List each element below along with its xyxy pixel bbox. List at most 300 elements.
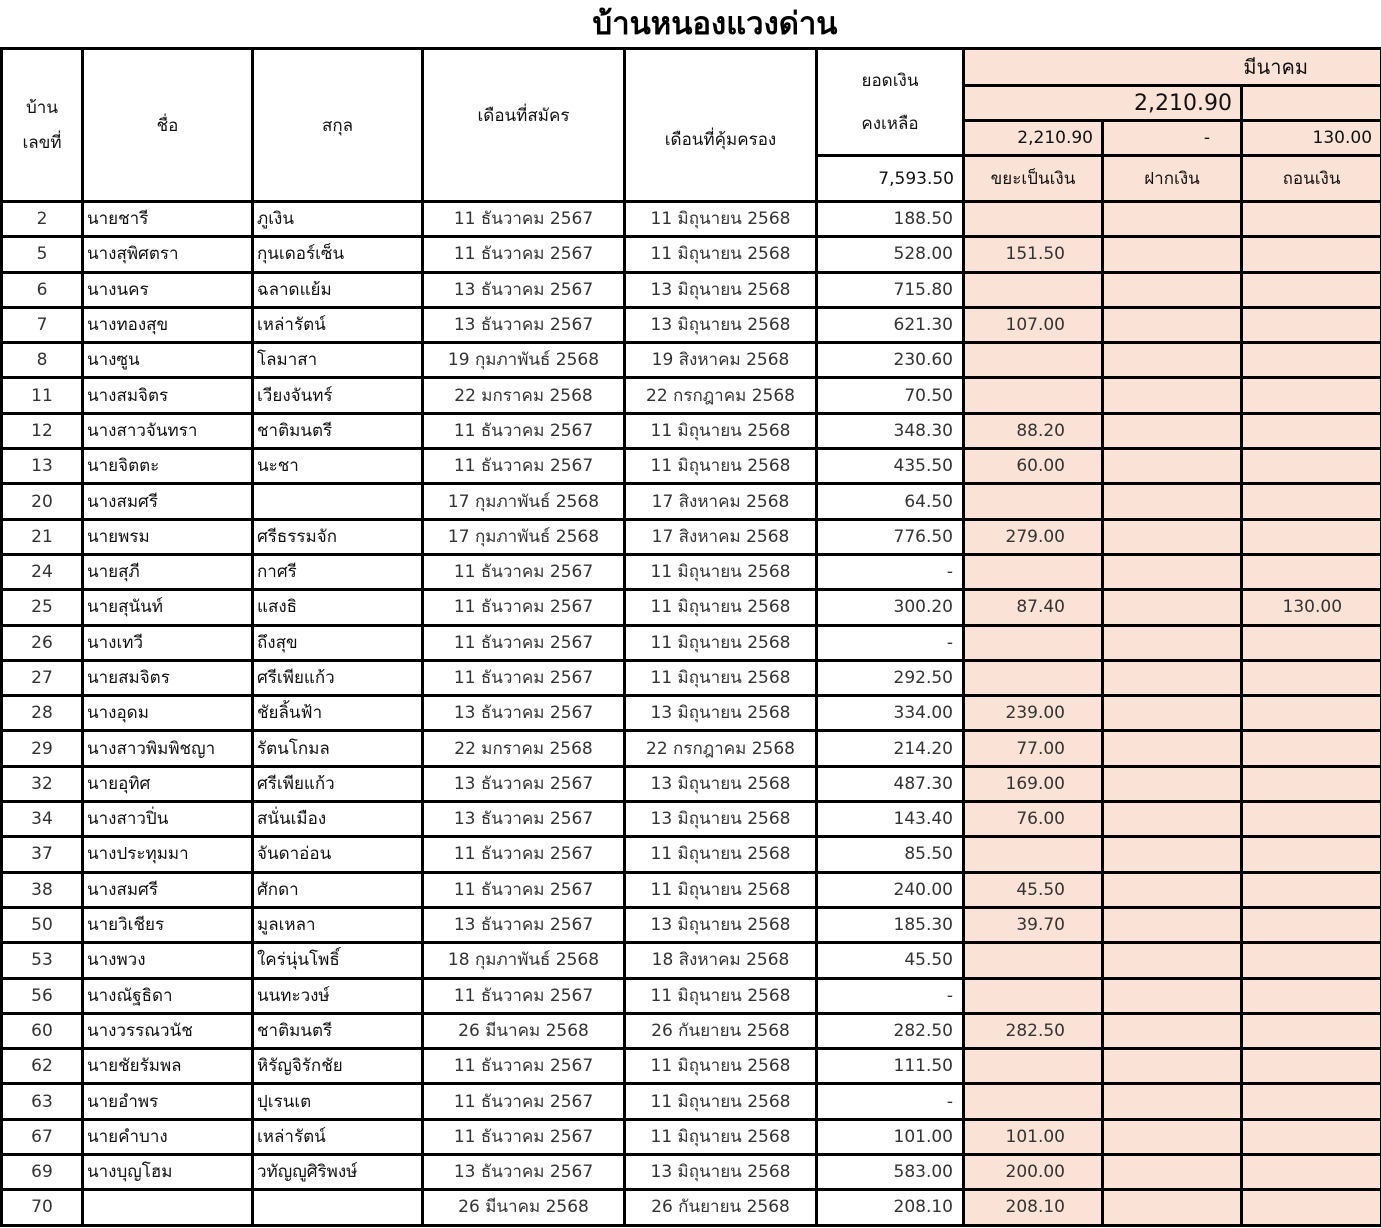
cell-withdraw[interactable] — [1242, 378, 1381, 413]
cell-house-no[interactable]: 25 — [2, 590, 83, 625]
cell-waste-value[interactable]: 151.50 — [964, 237, 1103, 272]
cell-waste-value[interactable]: 88.20 — [964, 413, 1103, 448]
cell-deposit[interactable] — [1103, 1084, 1242, 1119]
cell-surname[interactable]: ศรีธรรมจัก — [253, 519, 423, 554]
table-row — [2, 837, 1381, 872]
table-row — [2, 1084, 1381, 1119]
cell-waste-value[interactable] — [964, 1084, 1103, 1119]
cell-house-no[interactable]: 27 — [2, 660, 83, 695]
cell-house-no[interactable]: 26 — [2, 625, 83, 660]
cell-apply-month[interactable]: 26 มีนาคม 2568 — [423, 1013, 625, 1048]
cell-name[interactable]: นายสมจิตร — [83, 660, 253, 695]
cell-coverage-month[interactable]: 11 มิถุนายน 2568 — [625, 554, 817, 589]
cell-withdraw[interactable] — [1242, 307, 1381, 342]
cell-surname[interactable]: โลมาสา — [253, 343, 423, 378]
cell-name[interactable]: นายจิตตะ — [83, 449, 253, 484]
cell-coverage-month[interactable]: 13 มิถุนายน 2568 — [625, 272, 817, 307]
table-row — [2, 625, 1381, 660]
cell-waste-value[interactable]: 45.50 — [964, 872, 1103, 907]
table-row — [2, 590, 1381, 625]
cell-waste-value[interactable] — [964, 978, 1103, 1013]
cell-coverage-month[interactable]: 26 กันยายน 2568 — [625, 1013, 817, 1048]
table-row — [2, 731, 1381, 766]
cell-house-no[interactable]: 20 — [2, 484, 83, 519]
cell-house-no[interactable]: 50 — [2, 907, 83, 942]
cell-house-no[interactable]: 38 — [2, 872, 83, 907]
cell-name[interactable]: นายชารี — [83, 202, 253, 237]
cell-waste-value[interactable] — [964, 1049, 1103, 1084]
cell-name[interactable]: นางซูน — [83, 343, 253, 378]
table-row — [2, 696, 1381, 731]
cell-surname[interactable]: ถึงสุข — [253, 625, 423, 660]
cell-surname[interactable] — [253, 1190, 423, 1225]
cell-apply-month[interactable]: 11 ธันวาคม 2567 — [423, 837, 625, 872]
cell-coverage-month[interactable]: 11 มิถุนายน 2568 — [625, 625, 817, 660]
header-apply-month: เดือนที่สมัคร — [423, 49, 625, 202]
cell-name[interactable] — [83, 1190, 253, 1225]
cell-waste-value[interactable] — [964, 554, 1103, 589]
cell-coverage-month[interactable]: 13 มิถุนายน 2568 — [625, 802, 817, 837]
cell-balance[interactable]: - — [817, 625, 964, 660]
cell-withdraw[interactable] — [1242, 872, 1381, 907]
cell-deposit[interactable] — [1103, 237, 1242, 272]
table-row — [2, 413, 1381, 448]
cell-balance[interactable]: 435.50 — [817, 449, 964, 484]
cell-surname[interactable]: รัตนโกมล — [253, 731, 423, 766]
cell-withdraw[interactable] — [1242, 343, 1381, 378]
cell-balance[interactable]: 64.50 — [817, 484, 964, 519]
cell-apply-month[interactable]: 26 มีนาคม 2568 — [423, 1190, 625, 1225]
cell-deposit[interactable] — [1103, 696, 1242, 731]
cell-coverage-month[interactable]: 19 สิงหาคม 2568 — [625, 343, 817, 378]
cell-waste-value[interactable]: 77.00 — [964, 731, 1103, 766]
cell-house-no[interactable]: 7 — [2, 307, 83, 342]
cell-deposit[interactable] — [1103, 907, 1242, 942]
cell-coverage-month[interactable]: 11 มิถุนายน 2568 — [625, 237, 817, 272]
cell-withdraw[interactable] — [1242, 907, 1381, 942]
cell-deposit[interactable] — [1103, 272, 1242, 307]
cell-deposit[interactable] — [1103, 731, 1242, 766]
header-month-total-right — [1242, 86, 1381, 121]
cell-house-no[interactable]: 11 — [2, 378, 83, 413]
cell-coverage-month[interactable]: 11 มิถุนายน 2568 — [625, 202, 817, 237]
cell-deposit[interactable] — [1103, 343, 1242, 378]
table-row — [2, 660, 1381, 695]
cell-coverage-month[interactable]: 11 มิถุนายน 2568 — [625, 1084, 817, 1119]
table-row — [2, 1155, 1381, 1190]
cell-apply-month[interactable]: 13 ธันวาคม 2567 — [423, 802, 625, 837]
cell-deposit[interactable] — [1103, 202, 1242, 237]
cell-apply-month[interactable]: 19 กุมภาพันธ์ 2568 — [423, 343, 625, 378]
cell-coverage-month[interactable]: 13 มิถุนายน 2568 — [625, 1155, 817, 1190]
cell-balance[interactable]: 292.50 — [817, 660, 964, 695]
cell-apply-month[interactable]: 11 ธันวาคม 2567 — [423, 978, 625, 1013]
cell-name[interactable]: นายวิเชียร — [83, 907, 253, 942]
cell-withdraw[interactable] — [1242, 978, 1381, 1013]
cell-apply-month[interactable]: 11 ธันวาคม 2567 — [423, 449, 625, 484]
cell-name[interactable]: นางอุดม — [83, 696, 253, 731]
table-row — [2, 1013, 1381, 1048]
cell-balance[interactable]: 143.40 — [817, 802, 964, 837]
cell-withdraw[interactable] — [1242, 1049, 1381, 1084]
cell-coverage-month[interactable]: 26 กันยายน 2568 — [625, 1190, 817, 1225]
cell-surname[interactable]: สนั่นเมือง — [253, 802, 423, 837]
cell-apply-month[interactable]: 13 ธันวาคม 2567 — [423, 696, 625, 731]
cell-balance[interactable]: 188.50 — [817, 202, 964, 237]
cell-deposit[interactable] — [1103, 307, 1242, 342]
cell-name[interactable]: นางทองสุข — [83, 307, 253, 342]
cell-house-no[interactable]: 12 — [2, 413, 83, 448]
cell-coverage-month[interactable]: 11 มิถุนายน 2568 — [625, 413, 817, 448]
cell-apply-month[interactable]: 13 ธันวาคม 2567 — [423, 1155, 625, 1190]
cell-balance[interactable]: 776.50 — [817, 519, 964, 554]
sum-waste: 2,210.90 — [964, 121, 1103, 156]
cell-name[interactable]: นายพรม — [83, 519, 253, 554]
cell-waste-value[interactable]: 282.50 — [964, 1013, 1103, 1048]
cell-house-no[interactable]: 60 — [2, 1013, 83, 1048]
cell-house-no[interactable]: 6 — [2, 272, 83, 307]
cell-balance[interactable]: 348.30 — [817, 413, 964, 448]
cell-house-no[interactable]: 13 — [2, 449, 83, 484]
cell-coverage-month[interactable]: 11 มิถุนายน 2568 — [625, 449, 817, 484]
cell-house-no[interactable]: 37 — [2, 837, 83, 872]
cell-deposit[interactable] — [1103, 1119, 1242, 1154]
cell-deposit[interactable] — [1103, 660, 1242, 695]
cell-waste-value[interactable] — [964, 943, 1103, 978]
cell-deposit[interactable] — [1103, 1155, 1242, 1190]
header-month-total: 2,210.90 — [964, 86, 1242, 121]
cell-deposit[interactable] — [1103, 802, 1242, 837]
cell-withdraw[interactable] — [1242, 1190, 1381, 1225]
cell-house-no[interactable]: 62 — [2, 1049, 83, 1084]
cell-deposit[interactable] — [1103, 943, 1242, 978]
cell-apply-month[interactable]: 11 ธันวาคม 2567 — [423, 872, 625, 907]
cell-name[interactable]: นางณัฐธิดา — [83, 978, 253, 1013]
cell-surname[interactable]: กาศรี — [253, 554, 423, 589]
cell-deposit[interactable] — [1103, 378, 1242, 413]
header-name: ชื่อ — [83, 49, 253, 202]
cell-apply-month[interactable]: 18 กุมภาพันธ์ 2568 — [423, 943, 625, 978]
cell-withdraw[interactable] — [1242, 837, 1381, 872]
cell-surname[interactable]: ชาติมนตรี — [253, 1013, 423, 1048]
cell-surname[interactable]: เวียงจันทร์ — [253, 378, 423, 413]
cell-withdraw[interactable] — [1242, 519, 1381, 554]
cell-surname[interactable]: มูลเหลา — [253, 907, 423, 942]
cell-withdraw[interactable] — [1242, 237, 1381, 272]
cell-waste-value[interactable] — [964, 343, 1103, 378]
cell-apply-month[interactable]: 11 ธันวาคม 2567 — [423, 413, 625, 448]
cell-surname[interactable]: เหล่ารัตน์ — [253, 1119, 423, 1154]
cell-coverage-month[interactable]: 18 สิงหาคม 2568 — [625, 943, 817, 978]
cell-balance[interactable]: 208.10 — [817, 1190, 964, 1225]
cell-waste-value[interactable]: 208.10 — [964, 1190, 1103, 1225]
cell-name[interactable]: นายสุนันท์ — [83, 590, 253, 625]
cell-name[interactable]: นางวรรณวนัช — [83, 1013, 253, 1048]
cell-deposit[interactable] — [1103, 766, 1242, 801]
table-row — [2, 554, 1381, 589]
table-row — [2, 1119, 1381, 1154]
cell-house-no[interactable]: 63 — [2, 1084, 83, 1119]
cell-withdraw[interactable] — [1242, 1084, 1381, 1119]
cell-name[interactable]: นายอุทิศ — [83, 766, 253, 801]
cell-surname[interactable]: กุนเดอร์เซ็น — [253, 237, 423, 272]
cell-withdraw[interactable] — [1242, 696, 1381, 731]
cell-balance[interactable]: 214.20 — [817, 731, 964, 766]
cell-house-no[interactable]: 8 — [2, 343, 83, 378]
cell-coverage-month[interactable]: 13 มิถุนายน 2568 — [625, 307, 817, 342]
table-row — [2, 802, 1381, 837]
cell-waste-value[interactable]: 101.00 — [964, 1119, 1103, 1154]
cell-house-no[interactable]: 67 — [2, 1119, 83, 1154]
cell-waste-value[interactable] — [964, 837, 1103, 872]
cell-balance[interactable]: 111.50 — [817, 1049, 964, 1084]
cell-surname[interactable]: ภูเงิน — [253, 202, 423, 237]
cell-name[interactable]: นางสาวจันทรา — [83, 413, 253, 448]
cell-house-no[interactable]: 69 — [2, 1155, 83, 1190]
cell-withdraw[interactable] — [1242, 802, 1381, 837]
cell-deposit[interactable] — [1103, 554, 1242, 589]
cell-house-no[interactable]: 34 — [2, 802, 83, 837]
cell-waste-value[interactable]: 169.00 — [964, 766, 1103, 801]
cell-deposit[interactable] — [1103, 1049, 1242, 1084]
table-row — [2, 943, 1381, 978]
cell-surname[interactable]: นะชา — [253, 449, 423, 484]
cell-name[interactable]: นางบุญโฮม — [83, 1155, 253, 1190]
cell-house-no[interactable]: 28 — [2, 696, 83, 731]
cell-apply-month[interactable]: 11 ธันวาคม 2567 — [423, 554, 625, 589]
cell-surname[interactable]: ศรีเพียแก้ว — [253, 766, 423, 801]
cell-withdraw[interactable] — [1242, 1119, 1381, 1154]
cell-coverage-month[interactable]: 17 สิงหาคม 2568 — [625, 484, 817, 519]
cell-waste-value[interactable] — [964, 660, 1103, 695]
cell-coverage-month[interactable]: 22 กรกฎาคม 2568 — [625, 731, 817, 766]
cell-waste-value[interactable]: 279.00 — [964, 519, 1103, 554]
cell-surname[interactable]: ชัยลิ้นฟ้า — [253, 696, 423, 731]
cell-apply-month[interactable]: 22 มกราคม 2568 — [423, 731, 625, 766]
cell-name[interactable]: นางสมศรี — [83, 484, 253, 519]
cell-deposit[interactable] — [1103, 519, 1242, 554]
cell-withdraw[interactable] — [1242, 449, 1381, 484]
cell-surname[interactable]: แสงธิ — [253, 590, 423, 625]
cell-surname[interactable]: วทัญญูศิริพงษ์ — [253, 1155, 423, 1190]
cell-balance[interactable]: - — [817, 554, 964, 589]
cell-name[interactable]: นางเทวี — [83, 625, 253, 660]
cell-waste-value[interactable]: 39.70 — [964, 907, 1103, 942]
cell-surname[interactable]: ศักดา — [253, 872, 423, 907]
cell-apply-month[interactable]: 11 ธันวาคม 2567 — [423, 625, 625, 660]
cell-withdraw[interactable]: 130.00 — [1242, 590, 1381, 625]
table-row — [2, 449, 1381, 484]
cell-balance[interactable]: 101.00 — [817, 1119, 964, 1154]
cell-coverage-month[interactable]: 11 มิถุนายน 2568 — [625, 978, 817, 1013]
table-body — [2, 202, 1381, 1226]
cell-balance[interactable]: 487.30 — [817, 766, 964, 801]
header-house-no-line2: เลขที่ — [22, 133, 62, 153]
cell-balance[interactable]: 185.30 — [817, 907, 964, 942]
cell-house-no[interactable]: 5 — [2, 237, 83, 272]
cell-apply-month[interactable]: 13 ธันวาคม 2567 — [423, 766, 625, 801]
cell-house-no[interactable]: 21 — [2, 519, 83, 554]
cell-name[interactable]: นางสมจิตร — [83, 378, 253, 413]
cell-house-no[interactable]: 32 — [2, 766, 83, 801]
cell-coverage-month[interactable]: 11 มิถุนายน 2568 — [625, 1049, 817, 1084]
sum-withdraw: 130.00 — [1242, 121, 1381, 156]
cell-waste-value[interactable]: 239.00 — [964, 696, 1103, 731]
member-table — [0, 47, 1381, 1227]
cell-coverage-month[interactable]: 11 มิถุนายน 2568 — [625, 872, 817, 907]
cell-name[interactable]: นายชัยรัมพล — [83, 1049, 253, 1084]
cell-withdraw[interactable] — [1242, 413, 1381, 448]
cell-surname[interactable]: จันดาอ่อน — [253, 837, 423, 872]
table-row — [2, 907, 1381, 942]
cell-waste-value[interactable]: 76.00 — [964, 802, 1103, 837]
cell-apply-month[interactable]: 17 กุมภาพันธ์ 2568 — [423, 519, 625, 554]
cell-surname[interactable]: นนทะวงษ์ — [253, 978, 423, 1013]
cell-surname[interactable]: ชาติมนตรี — [253, 413, 423, 448]
cell-deposit[interactable] — [1103, 449, 1242, 484]
cell-name[interactable]: นางสาวปิ่น — [83, 802, 253, 837]
cell-balance[interactable]: - — [817, 978, 964, 1013]
cell-house-no[interactable]: 29 — [2, 731, 83, 766]
cell-balance[interactable]: 240.00 — [817, 872, 964, 907]
cell-balance[interactable]: 85.50 — [817, 837, 964, 872]
cell-withdraw[interactable] — [1242, 625, 1381, 660]
cell-waste-value[interactable] — [964, 484, 1103, 519]
table-row — [2, 1190, 1381, 1225]
cell-balance[interactable]: 621.30 — [817, 307, 964, 342]
cell-name[interactable]: นางสมศรี — [83, 872, 253, 907]
cell-deposit[interactable] — [1103, 413, 1242, 448]
cell-apply-month[interactable]: 13 ธันวาคม 2567 — [423, 307, 625, 342]
cell-name[interactable]: นางประทุมมา — [83, 837, 253, 872]
cell-name[interactable]: นางสาวพิมพิชญา — [83, 731, 253, 766]
cell-coverage-month[interactable]: 13 มิถุนายน 2568 — [625, 907, 817, 942]
cell-withdraw[interactable] — [1242, 1013, 1381, 1048]
cell-balance[interactable]: 715.80 — [817, 272, 964, 307]
cell-apply-month[interactable]: 11 ธันวาคม 2567 — [423, 590, 625, 625]
cell-coverage-month[interactable]: 13 มิถุนายน 2568 — [625, 766, 817, 801]
cell-house-no[interactable]: 70 — [2, 1190, 83, 1225]
cell-coverage-month[interactable]: 11 มิถุนายน 2568 — [625, 660, 817, 695]
cell-waste-value[interactable]: 87.40 — [964, 590, 1103, 625]
cell-name[interactable]: นายอำพร — [83, 1084, 253, 1119]
cell-surname[interactable]: ฉลาดแย้ม — [253, 272, 423, 307]
cell-withdraw[interactable] — [1242, 202, 1381, 237]
cell-deposit[interactable] — [1103, 484, 1242, 519]
cell-surname[interactable]: หิรัญจิรักชัย — [253, 1049, 423, 1084]
cell-waste-value[interactable]: 107.00 — [964, 307, 1103, 342]
cell-withdraw[interactable] — [1242, 943, 1381, 978]
table-row — [2, 307, 1381, 342]
cell-deposit[interactable] — [1103, 590, 1242, 625]
cell-balance[interactable]: 282.50 — [817, 1013, 964, 1048]
cell-withdraw[interactable] — [1242, 554, 1381, 589]
cell-deposit[interactable] — [1103, 978, 1242, 1013]
cell-house-no[interactable]: 2 — [2, 202, 83, 237]
cell-apply-month[interactable]: 13 ธันวาคม 2567 — [423, 272, 625, 307]
cell-coverage-month[interactable]: 11 มิถุนายน 2568 — [625, 590, 817, 625]
cell-withdraw[interactable] — [1242, 272, 1381, 307]
cell-apply-month[interactable]: 13 ธันวาคม 2567 — [423, 907, 625, 942]
cell-deposit[interactable] — [1103, 1190, 1242, 1225]
cell-deposit[interactable] — [1103, 625, 1242, 660]
cell-coverage-month[interactable]: 13 มิถุนายน 2568 — [625, 696, 817, 731]
cell-deposit[interactable] — [1103, 1013, 1242, 1048]
cell-waste-value[interactable]: 200.00 — [964, 1155, 1103, 1190]
header-month: มีนาคม — [964, 49, 1381, 86]
cell-balance[interactable]: 70.50 — [817, 378, 964, 413]
cell-apply-month[interactable]: 11 ธันวาคม 2567 — [423, 1049, 625, 1084]
cell-apply-month[interactable]: 11 ธันวาคม 2567 — [423, 1084, 625, 1119]
cell-apply-month[interactable]: 17 กุมภาพันธ์ 2568 — [423, 484, 625, 519]
sheet-title: บ้านหนองแวงด่าน — [592, 6, 838, 42]
cell-apply-month[interactable]: 22 มกราคม 2568 — [423, 378, 625, 413]
cell-withdraw[interactable] — [1242, 766, 1381, 801]
cell-coverage-month[interactable]: 11 มิถุนายน 2568 — [625, 837, 817, 872]
cell-coverage-month[interactable]: 17 สิงหาคม 2568 — [625, 519, 817, 554]
cell-balance[interactable]: 334.00 — [817, 696, 964, 731]
cell-waste-value[interactable]: 60.00 — [964, 449, 1103, 484]
balance-total: 7,593.50 — [817, 156, 964, 202]
table-row — [2, 872, 1381, 907]
cell-house-no[interactable]: 56 — [2, 978, 83, 1013]
cell-withdraw[interactable] — [1242, 731, 1381, 766]
table-row — [2, 484, 1381, 519]
cell-withdraw[interactable] — [1242, 660, 1381, 695]
cell-waste-value[interactable] — [964, 272, 1103, 307]
cell-name[interactable]: นางนคร — [83, 272, 253, 307]
cell-surname[interactable]: ปุเรนเต — [253, 1084, 423, 1119]
header-col-withdraw: ถอนเงิน — [1242, 156, 1381, 202]
cell-surname[interactable]: ใคร่นุ่นโพธิ์ — [253, 943, 423, 978]
cell-withdraw[interactable] — [1242, 484, 1381, 519]
table-row — [2, 202, 1381, 237]
cell-name[interactable]: นางพวง — [83, 943, 253, 978]
table-row — [2, 766, 1381, 801]
table-row — [2, 378, 1381, 413]
cell-deposit[interactable] — [1103, 872, 1242, 907]
cell-balance[interactable]: 45.50 — [817, 943, 964, 978]
cell-coverage-month[interactable]: 11 มิถุนายน 2568 — [625, 1119, 817, 1154]
header-col-deposit: ฝากเงิน — [1103, 156, 1242, 202]
cell-name[interactable]: นางสุพิศตรา — [83, 237, 253, 272]
cell-waste-value[interactable] — [964, 378, 1103, 413]
cell-house-no[interactable]: 53 — [2, 943, 83, 978]
cell-apply-month[interactable]: 11 ธันวาคม 2567 — [423, 1119, 625, 1154]
cell-coverage-month[interactable]: 22 กรกฎาคม 2568 — [625, 378, 817, 413]
cell-apply-month[interactable]: 11 ธันวาคม 2567 — [423, 660, 625, 695]
cell-surname[interactable] — [253, 484, 423, 519]
cell-balance[interactable]: 528.00 — [817, 237, 964, 272]
cell-waste-value[interactable] — [964, 202, 1103, 237]
cell-balance[interactable]: 230.60 — [817, 343, 964, 378]
cell-name[interactable]: นายคำบาง — [83, 1119, 253, 1154]
cell-waste-value[interactable] — [964, 625, 1103, 660]
cell-withdraw[interactable] — [1242, 1155, 1381, 1190]
header-balance-line1: ยอดเงิน — [861, 71, 919, 91]
table-row — [2, 978, 1381, 1013]
cell-apply-month[interactable]: 11 ธันวาคม 2567 — [423, 202, 625, 237]
cell-balance[interactable]: - — [817, 1084, 964, 1119]
cell-apply-month[interactable]: 11 ธันวาคม 2567 — [423, 237, 625, 272]
cell-name[interactable]: นายสุภี — [83, 554, 253, 589]
cell-deposit[interactable] — [1103, 837, 1242, 872]
cell-balance[interactable]: 583.00 — [817, 1155, 964, 1190]
cell-house-no[interactable]: 24 — [2, 554, 83, 589]
cell-balance[interactable]: 300.20 — [817, 590, 964, 625]
cell-surname[interactable]: ศรีเพียแก้ว — [253, 660, 423, 695]
cell-surname[interactable]: เหล่ารัตน์ — [253, 307, 423, 342]
